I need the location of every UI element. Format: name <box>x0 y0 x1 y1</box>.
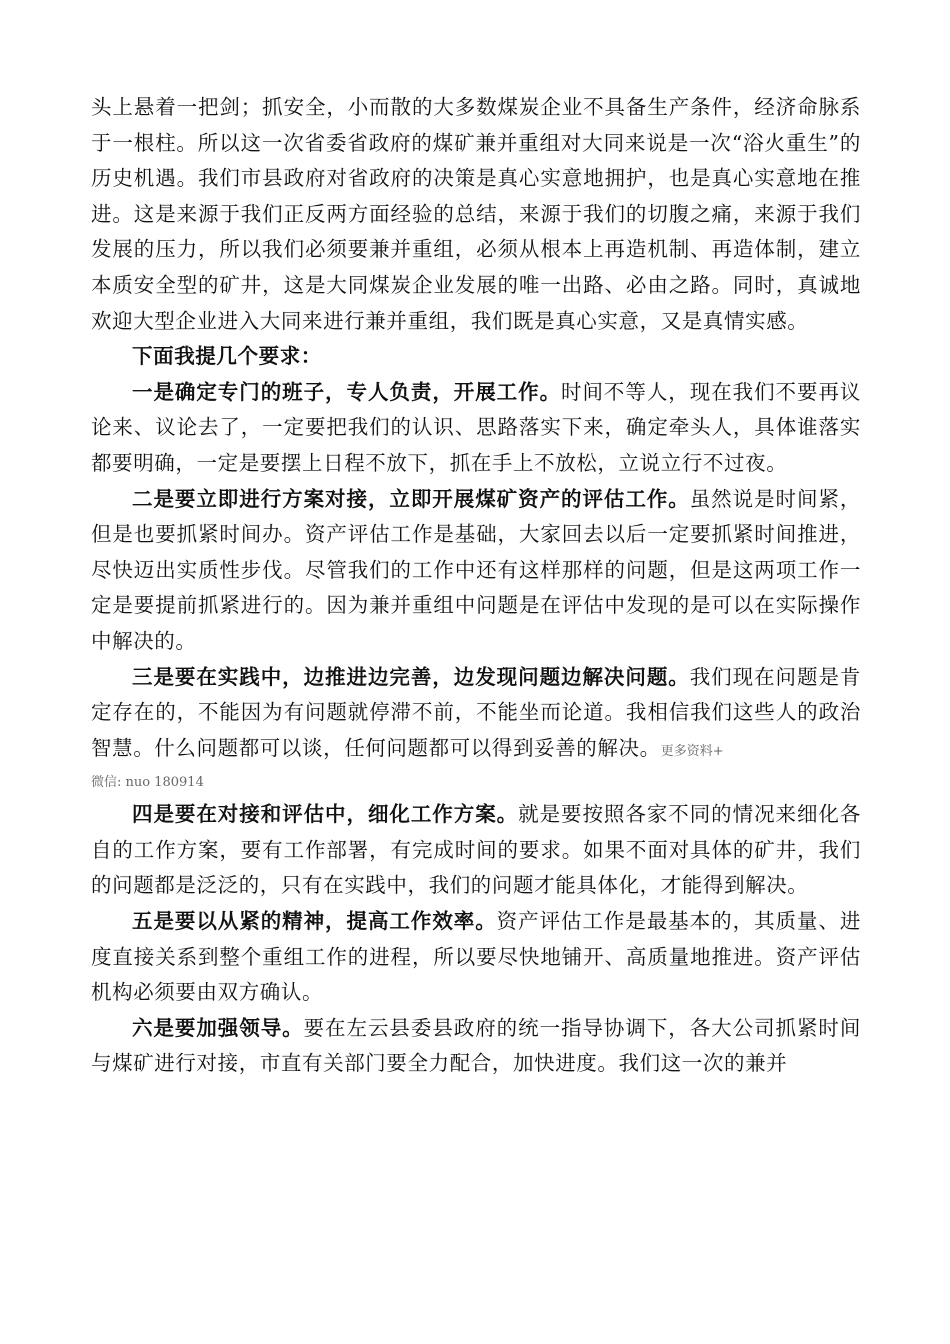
requirement-1-heading: 一是确定专门的班子，专人负责，开展工作。 <box>132 379 562 404</box>
paragraph-requirement-5 <box>91 904 861 1011</box>
paragraph-requirement-1 <box>91 375 861 482</box>
requirement-4-heading: 四是要在对接和评估中，细化工作方案。 <box>132 802 519 827</box>
promo-note: 更多资料+ <box>660 743 724 759</box>
document-body <box>91 90 861 1082</box>
requirement-2-text: 虽然说是时间紧，但是也要抓紧时间办。资产评估工作是基础，大家回去以后一定要抓紧时间推进，尽快迈出实质性步伐。尽管我们的工作中还有这样那样的问题，但是这两项工作一定是要提前抓紧进行的。因为兼并重组中问题是在评估中发现的是可以在实际操作中解决的。 <box>91 486 861 653</box>
requirement-2-heading: 二是要立即进行方案对接，立即开展煤矿资产的评估工作。 <box>132 486 690 511</box>
paragraph-requirement-2 <box>91 482 861 660</box>
paragraph-requirement-6 <box>91 1011 861 1082</box>
requirement-5-heading: 五是要以从紧的精神，提高工作效率。 <box>132 909 497 934</box>
paragraph-1: 头上悬着一把剑；抓安全，小而散的大多数煤炭企业不具备生产条件，经济命脉系于一根柱。所以这一次省委省政府的煤矿兼并重组对大同来说是一次“浴火重生”的历史机遇。我们市县政府对省政府的决策是真心实意地拥护，也是真心实意地在推进。这是来源于我们正反两方面经验的总结，来源于我们的切腹之痛，来源于我们发展的压力，所以我们必须要兼并重组，必须从根本上再造机制、再造体制，建立本质安全型的矿井，这是大同煤炭企业发展的唯一出路、必由之路。同时，真诚地欢迎大型企业进入大同来进行兼并重组，我们既是真心实意，又是真情实感。 <box>91 95 861 333</box>
requirement-6-heading: 六是要加强领导。 <box>132 1015 304 1040</box>
requirement-3-heading: 三是要在实践中，边推进边完善，边发现问题边解决问题。 <box>132 664 690 689</box>
requirement-5-text: 资产评估工作是最基本的，其质量、进度直接关系到整个重组工作的进程，所以要尽快地铺开、高质量地推进。资产评估机构必须要由双方确认。 <box>91 909 861 1005</box>
requirement-6-text: 要在左云县委县政府的统一指导协调下，各大公司抓紧时间与煤矿进行对接，市直有关部门要全力配合，加快进度。我们这一次的兼并 <box>91 1015 861 1076</box>
promo-contact: 微信: nuo 180914 <box>91 775 204 791</box>
requirement-1-text: 时间不等人，现在我们不要再议论来、议论去了，一定要把我们的认识、思路落实下来，确定牵头人，具体谁落实都要明确，一定是要摆上日程不放下，抓在手上不放松，立说立行不过夜。 <box>91 379 861 475</box>
paragraph-requirements-intro: 下面我提几个要求： <box>132 344 322 369</box>
requirement-3-text: 我们现在问题是肯定存在的，不能因为有问题就停滞不前，不能坐而论道。我相信我们这些人的政治智慧。什么问题都可以谈，任何问题都可以得到妥善的解决。 <box>91 664 861 760</box>
paragraph-requirement-4 <box>91 797 861 904</box>
paragraph-requirement-3 <box>91 660 861 770</box>
requirement-4-text: 就是要按照各家不同的情况来细化各自的工作方案，要有工作部署，有完成时间的要求。如果不面对具体的矿井，我们的问题都是泛泛的，只有在实践中，我们的问题才能具体化，才能得到解决。 <box>91 802 861 898</box>
